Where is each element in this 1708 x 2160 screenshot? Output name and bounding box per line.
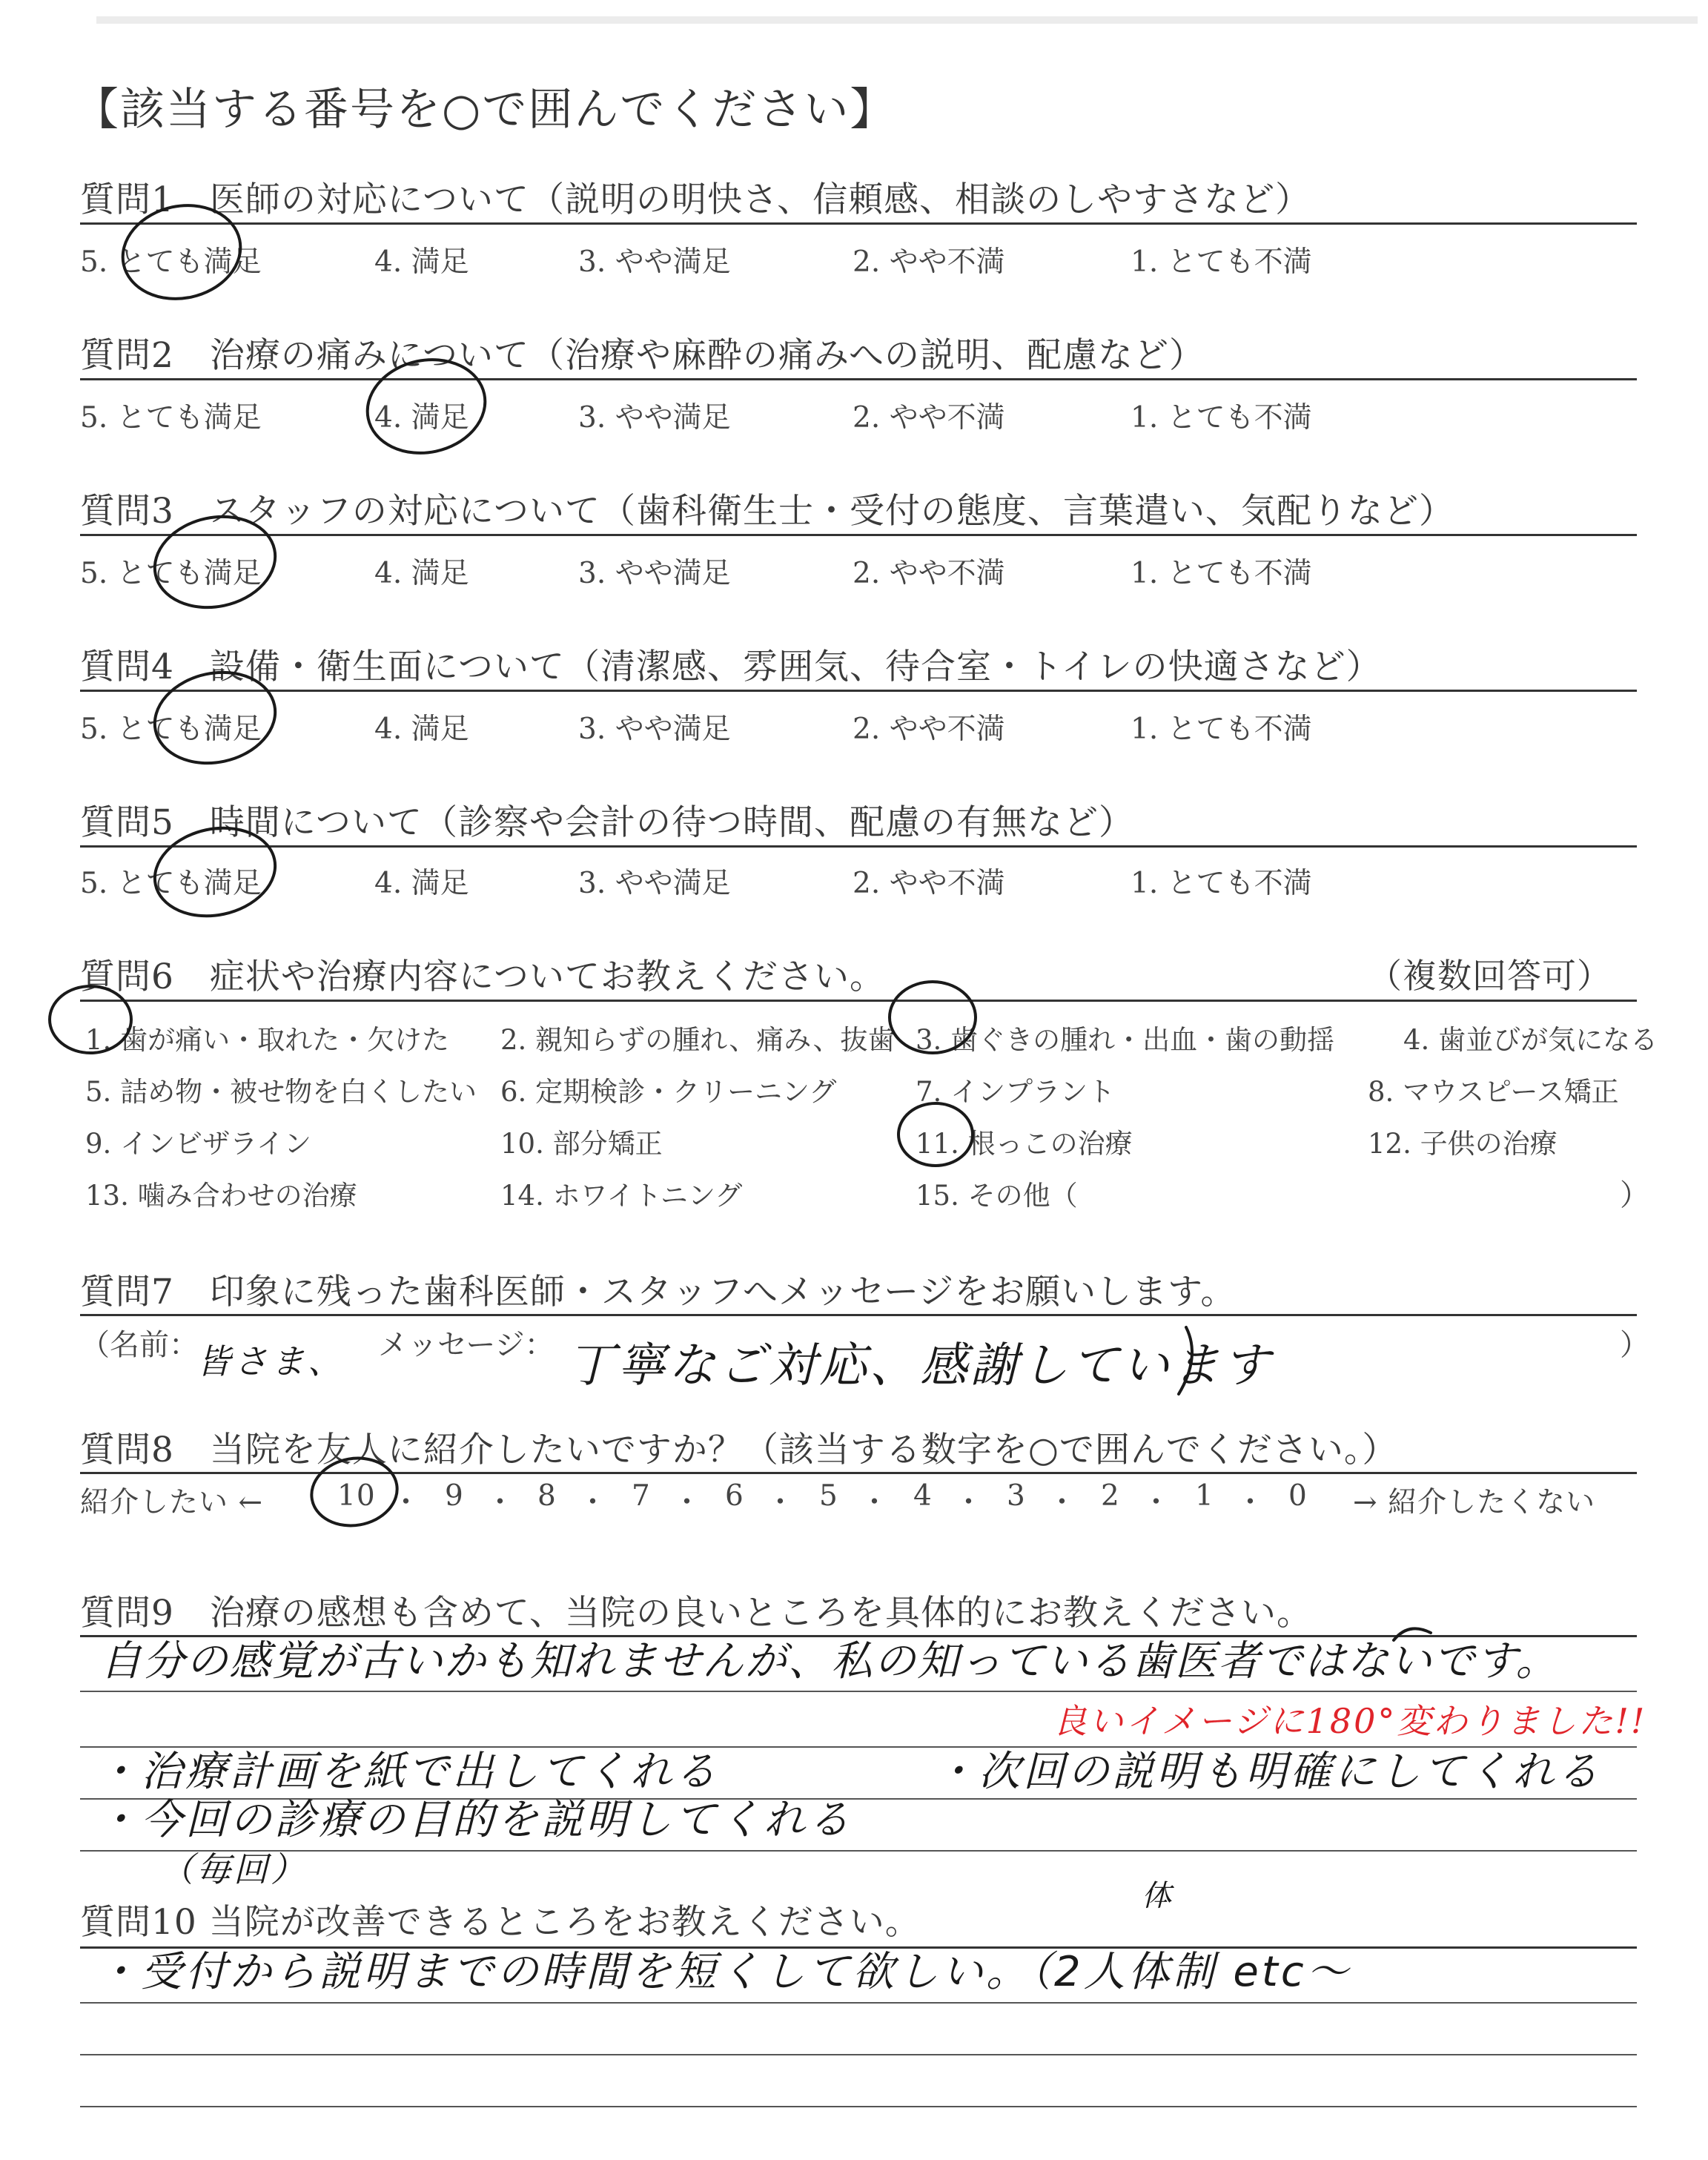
q8-scale-dot: ・ (1236, 1486, 1266, 1519)
q9-answer-line-2a[interactable]: ・治療計画を紙で出してくれる (96, 1748, 719, 1796)
q2-option-5[interactable]: 5. とても満足 (80, 401, 262, 435)
q6-option-9[interactable]: 9. インビザライン (85, 1128, 311, 1160)
q6-option-11-circle (898, 1103, 973, 1166)
q8-scale-dot: ・ (766, 1486, 796, 1519)
q8-scale-5[interactable]: 5 (819, 1479, 838, 1513)
q8-scale-3[interactable]: 3 (1007, 1479, 1026, 1513)
q2-option-3[interactable]: 3. やや満足 (578, 401, 731, 435)
q9-answer-line-2b[interactable]: ・次回の説明も明確にしてくれる (934, 1748, 1601, 1796)
q7-close-paren: ） (1620, 1328, 1649, 1362)
q3-option-2[interactable]: 2. やや不満 (853, 557, 1005, 590)
q6-option-7[interactable]: 7. インプラント (916, 1076, 1116, 1108)
q6-option-2[interactable]: 2. 親知らずの腫れ、痛み、抜歯 (500, 1024, 896, 1056)
q6-option-8[interactable]: 8. マウスピース矯正 (1368, 1076, 1619, 1108)
q6-option-3-circle (890, 982, 976, 1053)
question-1-title: 質問1 医師の対応について（説明の明快さ、信頼感、相談のしやすさなど） (80, 179, 1311, 220)
q5-option-5[interactable]: 5. とても満足 (80, 867, 262, 900)
q6-option-14[interactable]: 14. ホワイトニング (500, 1180, 743, 1212)
question-2-title: 質問2 治療の痛みについて（治療や麻酔の痛みへの説明、配慮など） (80, 335, 1205, 376)
q1-selection-circle (114, 195, 249, 310)
q8-scale-dot: ・ (954, 1486, 984, 1519)
q8-scale-2[interactable]: 2 (1101, 1479, 1120, 1513)
q7-message-label: メッセージ： (378, 1328, 555, 1362)
q6-other-close-paren: ） (1620, 1178, 1649, 1212)
question-5-title: 質問5 時間について（診察や会計の待つ時間、配慮の有無など） (80, 802, 1134, 843)
question-6-title: 質問6 症状や治療内容についてお教えください。 (80, 957, 885, 997)
q8-scale-dot: ・ (860, 1486, 890, 1519)
q3-option-1[interactable]: 1. とても不満 (1131, 557, 1312, 590)
q5-option-4[interactable]: 4. 満足 (374, 867, 469, 900)
q2-option-2[interactable]: 2. やや不満 (853, 401, 1005, 435)
q8-scale-9[interactable]: 9 (445, 1479, 464, 1513)
q8-scale-8[interactable]: 8 (537, 1479, 557, 1513)
q10-answer-line-1[interactable]: ・受付から説明までの時間を短くして欲しい。（2人体制 etc～ (96, 1948, 1351, 1996)
question-9-title: 質問9 治療の感想も含めて、当院の良いところを具体的にお教えください。 (80, 1593, 1312, 1634)
q9-answer-line-4[interactable]: （毎回） (159, 1849, 308, 1889)
q5-selection-circle (147, 817, 284, 927)
q8-scale-dot: ・ (391, 1486, 422, 1519)
q8-scale-7[interactable]: 7 (632, 1479, 651, 1513)
q5-option-2[interactable]: 2. やや不満 (853, 867, 1005, 900)
q4-option-5[interactable]: 5. とても満足 (80, 713, 262, 746)
q4-option-2[interactable]: 2. やや不満 (853, 713, 1005, 746)
q3-selection-circle (146, 506, 283, 618)
q10-answer-insert[interactable]: 体 (1142, 1879, 1174, 1913)
q5-option-1[interactable]: 1. とても不満 (1131, 867, 1312, 900)
question-7-title: 質問7 印象に残った歯科医師・スタッフへメッセージをお願いします。 (80, 1272, 1237, 1312)
q6-option-15[interactable]: 15. その他（ (916, 1180, 1078, 1212)
q8-scale-dot: ・ (1047, 1486, 1078, 1519)
q8-scale-10[interactable]: 10 (337, 1479, 376, 1513)
q5-option-3[interactable]: 3. やや満足 (578, 867, 731, 900)
q1-option-2[interactable]: 2. やや不満 (853, 245, 1005, 279)
q8-scale-6[interactable]: 6 (725, 1479, 744, 1513)
q6-option-1[interactable]: 1. 歯が痛い・取れた・欠けた (85, 1024, 450, 1056)
q3-option-5[interactable]: 5. とても満足 (80, 557, 262, 590)
q8-scale-dot: ・ (486, 1486, 516, 1519)
q6-option-5[interactable]: 5. 詰め物・被せ物を白くしたい (85, 1076, 477, 1108)
q4-option-1[interactable]: 1. とても不満 (1131, 713, 1312, 746)
q8-scale-dot: ・ (578, 1486, 609, 1519)
q1-option-1[interactable]: 1. とても不満 (1131, 245, 1312, 279)
q2-option-1[interactable]: 1. とても不満 (1131, 401, 1312, 435)
q6-option-3[interactable]: 3. 歯ぐきの腫れ・出血・歯の動揺 (916, 1024, 1335, 1056)
q4-option-4[interactable]: 4. 満足 (374, 713, 469, 746)
q6-option-12[interactable]: 12. 子供の治療 (1368, 1128, 1558, 1160)
q6-option-10[interactable]: 10. 部分矯正 (500, 1128, 663, 1160)
q1-option-4[interactable]: 4. 満足 (374, 245, 469, 279)
q8-scale-0[interactable]: 0 (1288, 1479, 1308, 1513)
page-heading: 【該当する番号を○で囲んでください】 (74, 84, 896, 136)
q9-answer-line-1[interactable]: 自分の感覚が古いかも知れませんが、私の知っている歯医者ではないです。 (100, 1637, 1559, 1685)
question-8-title: 質問8 当院を友人に紹介したいですか？（該当する数字を○で囲んでください。） (80, 1430, 1398, 1470)
q8-scale-dot: ・ (672, 1486, 703, 1519)
q1-option-5[interactable]: 5. とても満足 (80, 245, 262, 279)
q8-left-label: 紹介したい ← (80, 1486, 264, 1519)
q3-option-3[interactable]: 3. やや満足 (578, 557, 731, 590)
q6-option-11[interactable]: 11. 根っこの治療 (916, 1128, 1133, 1160)
question-10-title: 質問10 当院が改善できるところをお教えください。 (80, 1902, 921, 1943)
q7-name-handwritten[interactable]: 皆さま、 (196, 1341, 345, 1381)
q6-option-6[interactable]: 6. 定期検診・クリーニング (500, 1076, 837, 1108)
q1-option-3[interactable]: 3. やや満足 (578, 245, 731, 279)
q6-option-1-circle (50, 986, 131, 1053)
q7-message-handwritten[interactable]: 丁寧なご対応、感謝しています (567, 1338, 1273, 1393)
q6-option-13[interactable]: 13. 噛み合わせの治療 (85, 1180, 357, 1212)
q3-option-4[interactable]: 4. 満足 (374, 557, 469, 590)
question-3-title: 質問3 スタッフの対応について（歯科衛生士・受付の態度、言葉遣い、気配りなど） (80, 491, 1454, 532)
q2-option-4[interactable]: 4. 満足 (374, 401, 469, 435)
q8-scale-dot: ・ (1142, 1486, 1172, 1519)
q6-option-4[interactable]: 4. 歯並びが気になる (1403, 1024, 1658, 1056)
q9-answer-red-note[interactable]: 良いイメージに180°変わりました!! (1053, 1701, 1647, 1741)
q8-right-label: → 紹介したくない (1353, 1486, 1596, 1519)
question-4-title: 質問4 設備・衛生面について（清潔感、雰囲気、待合室・トイレの快適さなど） (80, 647, 1382, 687)
q8-selection-circle (306, 1452, 403, 1533)
q8-scale-4[interactable]: 4 (913, 1479, 933, 1513)
q8-scale-1[interactable]: 1 (1195, 1479, 1214, 1513)
q2-selection-circle (359, 349, 494, 464)
question-6-note: （複数回答可） (1368, 956, 1612, 996)
q4-selection-circle (146, 661, 283, 773)
q9-answer-line-3[interactable]: ・今回の診療の目的を説明してくれる (96, 1796, 853, 1844)
q7-name-label: （名前： (80, 1328, 199, 1362)
q7-message-scribble (1179, 1327, 1192, 1394)
q9-end-mark (1394, 1628, 1431, 1640)
q4-option-3[interactable]: 3. やや満足 (578, 713, 731, 746)
